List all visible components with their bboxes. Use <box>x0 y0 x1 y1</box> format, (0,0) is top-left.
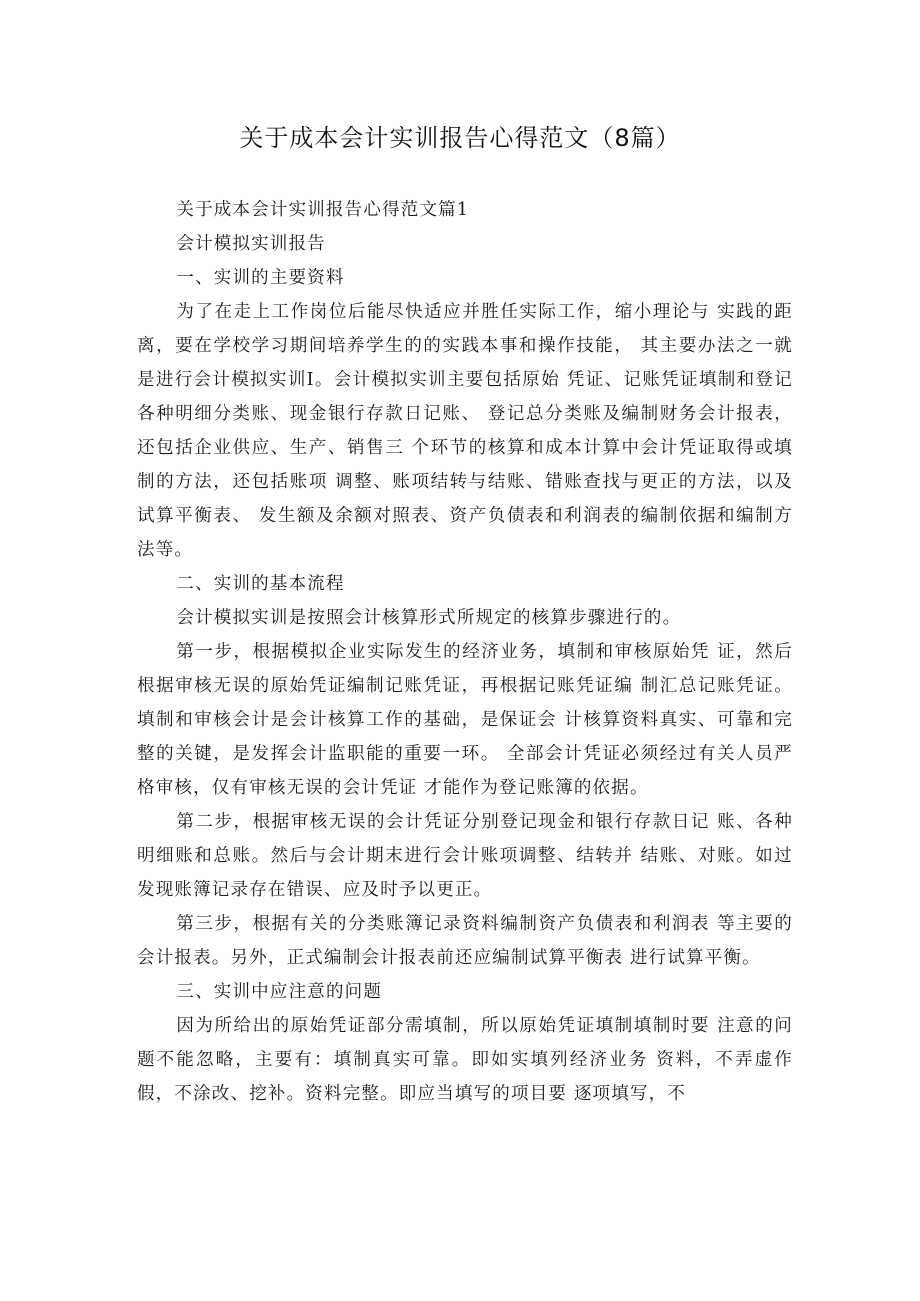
section-heading-1: 一、实训的主要资料 <box>176 268 345 288</box>
paragraph: 因为所给出的原始凭证部分需填制，所以原始凭证填制填制时要 注意的问题不能忽略，主要有：填制真实可靠。即如实填列经济业务 资料，不弄虚作假，不涂改、挖补。资料完整。即应当填写的项目要 逐项填写，不 <box>137 1016 793 1104</box>
section-heading-3: 三、实训中应注意的问题 <box>176 982 383 1002</box>
section-subtitle: 关于成本会计实训报告心得范文篇1 <box>176 200 470 220</box>
document-title: 关于成本会计实训报告心得范文（8篇） <box>239 124 681 152</box>
report-name: 会计模拟实训报告 <box>176 234 326 254</box>
paragraph: 会计模拟实训是按照会计核算形式所规定的核算步骤进行的。 <box>176 608 682 628</box>
document-body <box>137 193 793 1111</box>
paragraph: 第二步，根据审核无误的会计凭证分别登记现金和银行存款日记 账、各种明细账和总账。然后与会计期末进行会计账项调整、结转并 结账、对账。如过发现账簿记录存在错误、应及时予以更正。 <box>137 812 793 900</box>
paragraph: 第一步，根据模拟企业实际发生的经济业务，填制和审核原始凭 证，然后根据审核无误的原始凭证编制记账凭证，再根据记账凭证编 制汇总记账凭证。填制和审核会计是会计核算工作的基础，是保证会 计核算资料真实、可靠和完整的关键，是发挥会计监职能的重要一环。 全部会计凭证必须经过有关人员严格审核，仅有审核无误的会计凭证 才能作为登记账簿的依据。 <box>137 642 793 798</box>
paragraph: 第三步，根据有关的分类账簿记录资料编制资产负债表和利润表 等主要的会计报表。另外，正式编制会计报表前还应编制试算平衡表 进行试算平衡。 <box>137 914 793 968</box>
section-heading-2: 二、实训的基本流程 <box>176 574 345 594</box>
paragraph: 为了在走上工作岗位后能尽快适应并胜任实际工作，缩小理论与 实践的距离，要在学校学习期间培养学生的的实践本事和操作技能， 其主要办法之一就是进行会计模拟实训I。会计模拟实训主要包括原始 凭证、记账凭证填制和登记各种明细分类账、现金银行存款日记账、 登记总分类账及编制财务会计报表，还包括企业供应、生产、销售三 个环节的核算和成本计算中会计凭证取得或填制的方法，还包括账项 调整、账项结转与结账、错账查找与更正的方法，以及试算平衡表、 发生额及余额对照表、资产负债表和利润表的编制依据和编制方法等。 <box>137 302 793 560</box>
